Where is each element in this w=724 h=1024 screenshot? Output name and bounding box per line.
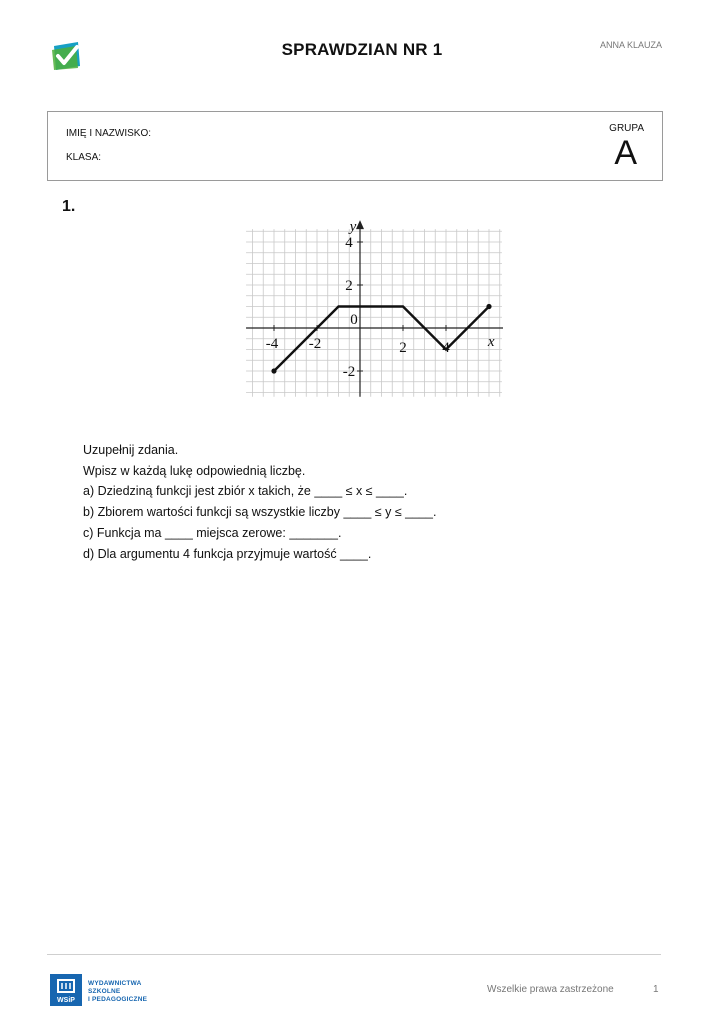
task-line: a) Dziedziną funkcji jest zbiór x takich, że ____ ≤ x ≤ ____. [83, 484, 408, 499]
y-tick-label: -2 [342, 364, 356, 380]
task-line: b) Zbiorem wartości funkcji są wszystkie liczby ____ ≤ y ≤ ____. [83, 505, 437, 520]
task-line: d) Dla argumentu 4 funkcja przyjmuje wartość ____. [83, 546, 372, 561]
y-axis-arrow [356, 220, 364, 229]
author-name: ANNA KLAUZA [599, 40, 662, 50]
page-number: 1 [653, 984, 659, 995]
footer-divider [47, 954, 661, 955]
name-label: IMIĘ I NAZWISKO: [66, 128, 152, 139]
x-tick-label: 2 [399, 340, 407, 356]
wsip-logo-icon [50, 974, 82, 1006]
task-line: c) Funkcja ma ____ miejsca zerowe: _______. [83, 525, 342, 540]
publisher-name [88, 980, 147, 1004]
x-axis-label: x [487, 334, 495, 350]
group-letter: A [614, 134, 637, 172]
student-info-box [47, 111, 663, 181]
task-text [83, 440, 436, 564]
endpoint-dot [271, 368, 276, 373]
publisher-line: I PEDAGOGICZNE [88, 996, 148, 1003]
svg-text:WSiP: WSiP [57, 997, 75, 1004]
copyright-notice: Wszelkie prawa zastrzeżone [487, 984, 614, 995]
endpoint-dot [486, 304, 491, 309]
group-label: GRUPA [609, 123, 644, 134]
graph-labels [266, 219, 495, 380]
x-tick-label: 0 [350, 312, 358, 328]
question-number: 1. [62, 198, 76, 215]
x-tick-label: -4 [265, 336, 279, 352]
graph-grid [246, 229, 502, 397]
x-tick-label: -2 [308, 336, 322, 352]
publisher-line: WYDAWNICTWA [88, 980, 142, 987]
publisher-line: SZKOLNE [88, 988, 121, 995]
page-title: SPRAWDZIAN NR 1 [281, 40, 443, 59]
class-label: KLASA: [66, 152, 102, 163]
task-line: Wpisz w każdą lukę odpowiednią liczbę. [83, 463, 306, 478]
task-line: Uzupełnij zdania. [83, 443, 179, 457]
y-tick-label: 4 [345, 235, 353, 251]
function-graph [243, 214, 503, 400]
x-tick-label: 4 [442, 340, 450, 356]
y-axis-label: y [349, 219, 357, 236]
y-tick-label: 2 [345, 278, 353, 294]
